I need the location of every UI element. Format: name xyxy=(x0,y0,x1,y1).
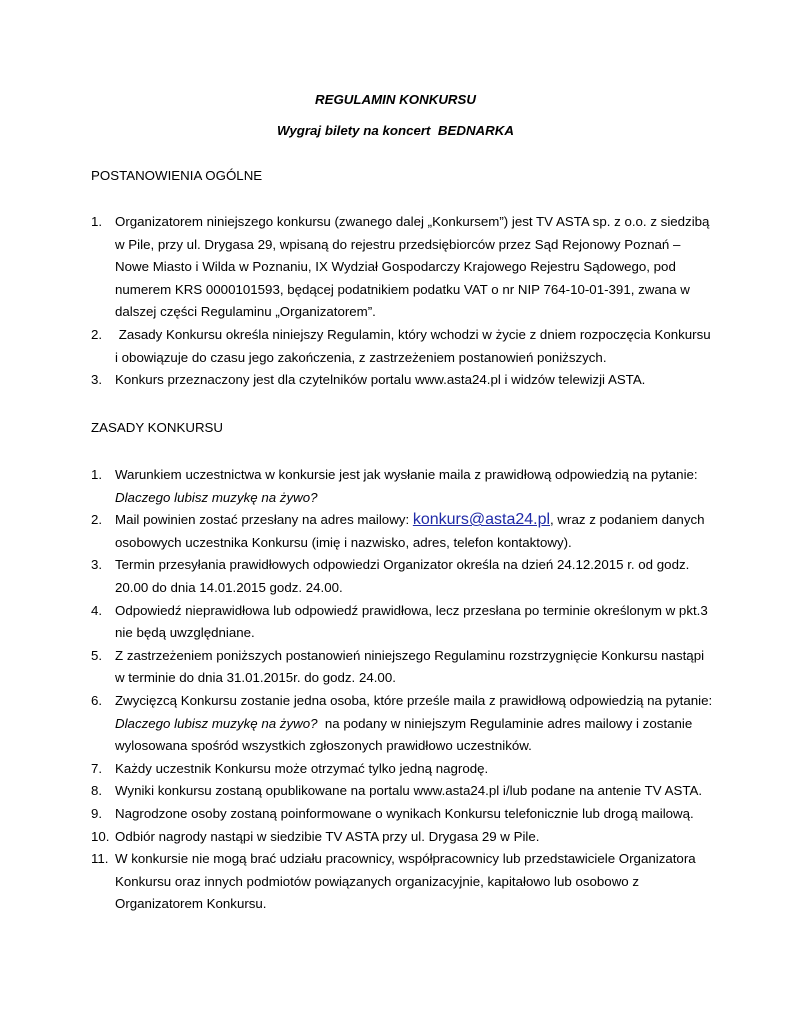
list-item xyxy=(91,826,711,849)
list-item xyxy=(91,690,711,758)
document-subtitle: Wygraj bilety na koncert BEDNARKA xyxy=(277,123,514,138)
list-item-line: w Pile, przy ul. Drygasa 29, wpisaną do rejestru przedsiębiorców przez Sąd Rejonowy Poznań – xyxy=(115,236,681,252)
list-item-number: 9. xyxy=(91,805,103,821)
list-item-number: 7. xyxy=(91,760,103,776)
list-item-line: Warunkiem uczestnictwa w konkursie jest jak wysłanie maila z prawidłową odpowiedzią na pytanie: xyxy=(115,467,698,482)
list-item-line: Nagrodzone osoby zostaną poinformowane o wynikach Konkursu telefonicznie lub drogą mailową. xyxy=(115,805,694,821)
list-item xyxy=(91,554,711,599)
list-item-line: Zasady Konkursu określa niniejszy Regulamin, który wchodzi w życie z dniem rozpoczęcia Konkursu xyxy=(115,326,711,342)
list-item-line: Odpowiedź nieprawidłowa lub odpowiedź prawidłowa, lecz przesłana po terminie określonym w pkt.3 xyxy=(115,602,708,618)
list-item xyxy=(91,803,711,826)
list-item xyxy=(91,645,711,690)
list-item-line xyxy=(115,713,711,736)
list-item xyxy=(91,600,711,645)
list-item-line: w terminie do dnia 31.01.2015r. do godz. 24.00. xyxy=(115,670,396,686)
list-item-number: 1. xyxy=(91,214,103,229)
email-outro-text: , wraz z podaniem danych xyxy=(550,512,705,528)
list-item-number: 3. xyxy=(91,372,103,388)
list-item-number: 1. xyxy=(91,467,103,482)
list-item-line: Organizatorem Konkursu. xyxy=(115,896,267,912)
list-item-number: 11. xyxy=(91,851,109,867)
list-item-line: Odbiór nagrody nastąpi w siedzibie TV ASTA przy ul. Drygasa 29 w Pile. xyxy=(115,828,540,844)
list-item-line: Każdy uczestnik Konkursu może otrzymać tylko jedną nagrodę. xyxy=(115,760,489,776)
list-item-line: Termin przesyłania prawidłowych odpowiedzi Organizator określa na dzień 24.12.2015 r. od godz. xyxy=(115,557,690,573)
list-item-line: Zwycięzcą Konkursu zostanie jedna osoba, które prześle maila z prawidłową odpowiedzią na pytanie: xyxy=(115,692,713,708)
list-item-line xyxy=(115,509,711,532)
list-item-line: nie będą uwzględniane. xyxy=(115,625,255,641)
contest-question: Dlaczego lubisz muzykę na żywo? xyxy=(115,489,318,505)
list-item-number: 3. xyxy=(91,557,103,573)
list-item-number: 8. xyxy=(91,783,103,799)
list-item-text: na podany w niniejszym Regulaminie adres mailowy i zostanie xyxy=(317,715,693,731)
list-item-number: 5. xyxy=(91,647,103,663)
email-intro-text: Mail powinien zostać przesłany na adres mailowy: xyxy=(115,512,413,528)
contest-question: Dlaczego lubisz muzykę na żywo? xyxy=(115,715,318,731)
list-item-line: W konkursie nie mogą brać udziału pracownicy, współpracownicy lub przedstawiciele Organizatora xyxy=(115,851,696,867)
list-item-number: 4. xyxy=(91,602,103,618)
section-heading-rules: ZASADY KONKURSU xyxy=(91,420,224,435)
section-heading-general: POSTANOWIENIA OGÓLNE xyxy=(91,168,263,183)
list-item-line: wylosowana spośród wszystkich zgłoszonych prawidłowo uczestników. xyxy=(115,738,532,754)
list-item xyxy=(91,369,711,392)
list-item xyxy=(91,509,711,554)
list-item-number: 10. xyxy=(91,828,110,844)
list-item xyxy=(91,848,711,916)
contest-rules-list xyxy=(91,464,711,916)
list-item-line: Nowe Miasto i Wilda w Poznaniu, IX Wydział Gospodarczy Krajowego Rejestru Sądowego, pod xyxy=(115,259,676,275)
list-item-line: 20.00 do dnia 14.01.2015 godz. 24.00. xyxy=(115,579,343,595)
list-item-line: Organizatorem niniejszego konkursu (zwanego dalej „Konkursem”) jest TV ASTA sp. z o.o. z siedzibą xyxy=(115,214,710,229)
list-item xyxy=(91,758,711,781)
list-item-line: Wyniki konkursu zostaną opublikowane na portalu www.asta24.pl i/lub podane na antenie TV ASTA. xyxy=(115,783,703,799)
list-item xyxy=(91,211,711,324)
list-item xyxy=(91,324,711,369)
list-item-number: 2. xyxy=(91,326,103,342)
list-item-number: 6. xyxy=(91,692,103,708)
list-item-line: numerem KRS 0000101593, będącej podatnikiem podatku VAT o nr NIP 764-10-01-391, zwana w xyxy=(115,281,690,297)
list-item-line: Konkursu oraz innych podmiotów powiązanych organizacyjnie, kapitałowo lub osobowo z xyxy=(115,873,640,889)
list-item-number: 2. xyxy=(91,512,103,528)
list-item xyxy=(91,780,711,803)
email-link[interactable]: konkurs@asta24.pl xyxy=(412,511,551,529)
list-item xyxy=(91,464,711,509)
document-title: REGULAMIN KONKURSU xyxy=(314,92,477,107)
list-item-line: dalszej części Regulaminu „Organizatorem”. xyxy=(115,304,376,320)
list-item-line: i obowiązuje do czasu jego zakończenia, z zastrzeżeniem postanowień poniższych. xyxy=(115,349,607,365)
list-item-line: osobowych uczestnika Konkursu (imię i nazwisko, adres, telefon kontaktowy). xyxy=(115,534,572,550)
list-item-line: Konkurs przeznaczony jest dla czytelników portalu www.asta24.pl i widzów telewizji ASTA. xyxy=(115,372,646,388)
list-item-line: Z zastrzeżeniem poniższych postanowień niniejszego Regulaminu rozstrzygnięcie Konkursu nastąpi xyxy=(115,647,705,663)
general-provisions-list xyxy=(91,211,711,392)
